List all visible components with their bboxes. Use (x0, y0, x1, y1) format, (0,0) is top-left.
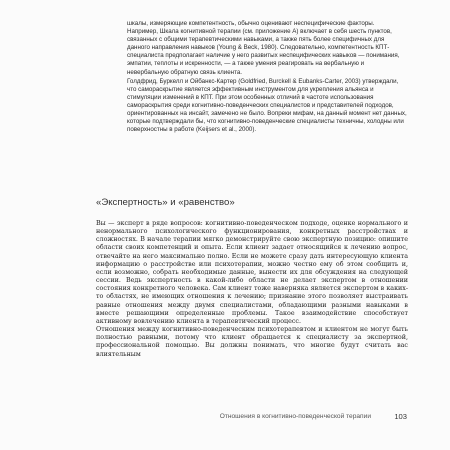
body-paragraph: Вы — эксперт в ряде вопросов: когнитивно-поведенческом подходе, оценке нормального и ненормального психологического функционирования, конкретных расстройствах и сложностях. В начале терапии мягко демонстрируйте свою экспертную позицию: опишите области своих компетенций и опыта. Если клиент задает относящийся к лечению вопрос, отвечайте на него максимально полно. Если не можете сразу дать интересующую клиента информацию о расстройстве или психотерапии, можно честно ему об этом сообщить и, если возможно, собрать необходимые данные, вынести их для обсуждения на следующей сессии. Ведь экспертность в какой-либо области не делает экспертом в отношении состояния конкретного человека. Сам клиент тоже наверняка является экспертом в каких-то областях, не имеющих отношения к лечению; признание этого позволяет выстраивать равные отношения между двумя специалистами, обладающими разными навыками в вместе решающими определенные проблемы. Такое взаимодействие способствует активному вовлечению клиента в терапевтический процесс. (96, 220, 408, 325)
page-number: 103 (394, 412, 407, 421)
page-footer (96, 411, 409, 423)
section-heading: «Экспертность» и «равенство» (96, 197, 235, 208)
sidebar-paragraph: Голдфрид, Буркелл и Ойбанкс-Картер (Goldfried, Burckell & Eubanks-Carter, 2003) утверждали, что самораскрытие является эффективным инструментом для укрепления альянса и стимуляции изменений в КПТ. При этом особенных отличий в частоте использования самораскрытия среди когнитивно-поведенческих специалистов и представителей подходов, ориентированных на инсайт, замечено не было. Вопреки мифам, на данный момент нет данных, которые подтверждали бы, что когнитивно-поведенческие специалисты техничны, холодны или поверхностны в работе (Keijsers et al., 2000). (127, 77, 407, 134)
main-text-block (96, 220, 408, 359)
running-title: Отношения в когнитивно-поведенческой терапии (219, 413, 371, 420)
sidebar-text-block (127, 20, 407, 134)
sidebar-paragraph: шкалы, измеряющие компетентность, обычно оценивают неспецифические факторы. Например, Шкала когнитивной терапии (см. приложение А) включает в себя шесть пунктов, связанных с общими терапевтическими навыками, а также пять более специфичных для данного направления навыков (Young & Beck, 1980). Следовательно, компетентность КПТ-специалиста предполагает наличие у него развитых неспецифических навыков — понимания, эмпатии, теплоты и искренности, — а также умения реагировать на вербальную и невербальную обратную связь клиента. (127, 20, 400, 76)
body-paragraph: Отношения между когнитивно-поведенческим психотерапевтом и клиентом не могут быть полностью равными, потому что клиент обращается к специалисту за экспертной, профессиональной помощью. Вы должны понимать, что многие будут считать вас влиятельным (96, 326, 408, 358)
